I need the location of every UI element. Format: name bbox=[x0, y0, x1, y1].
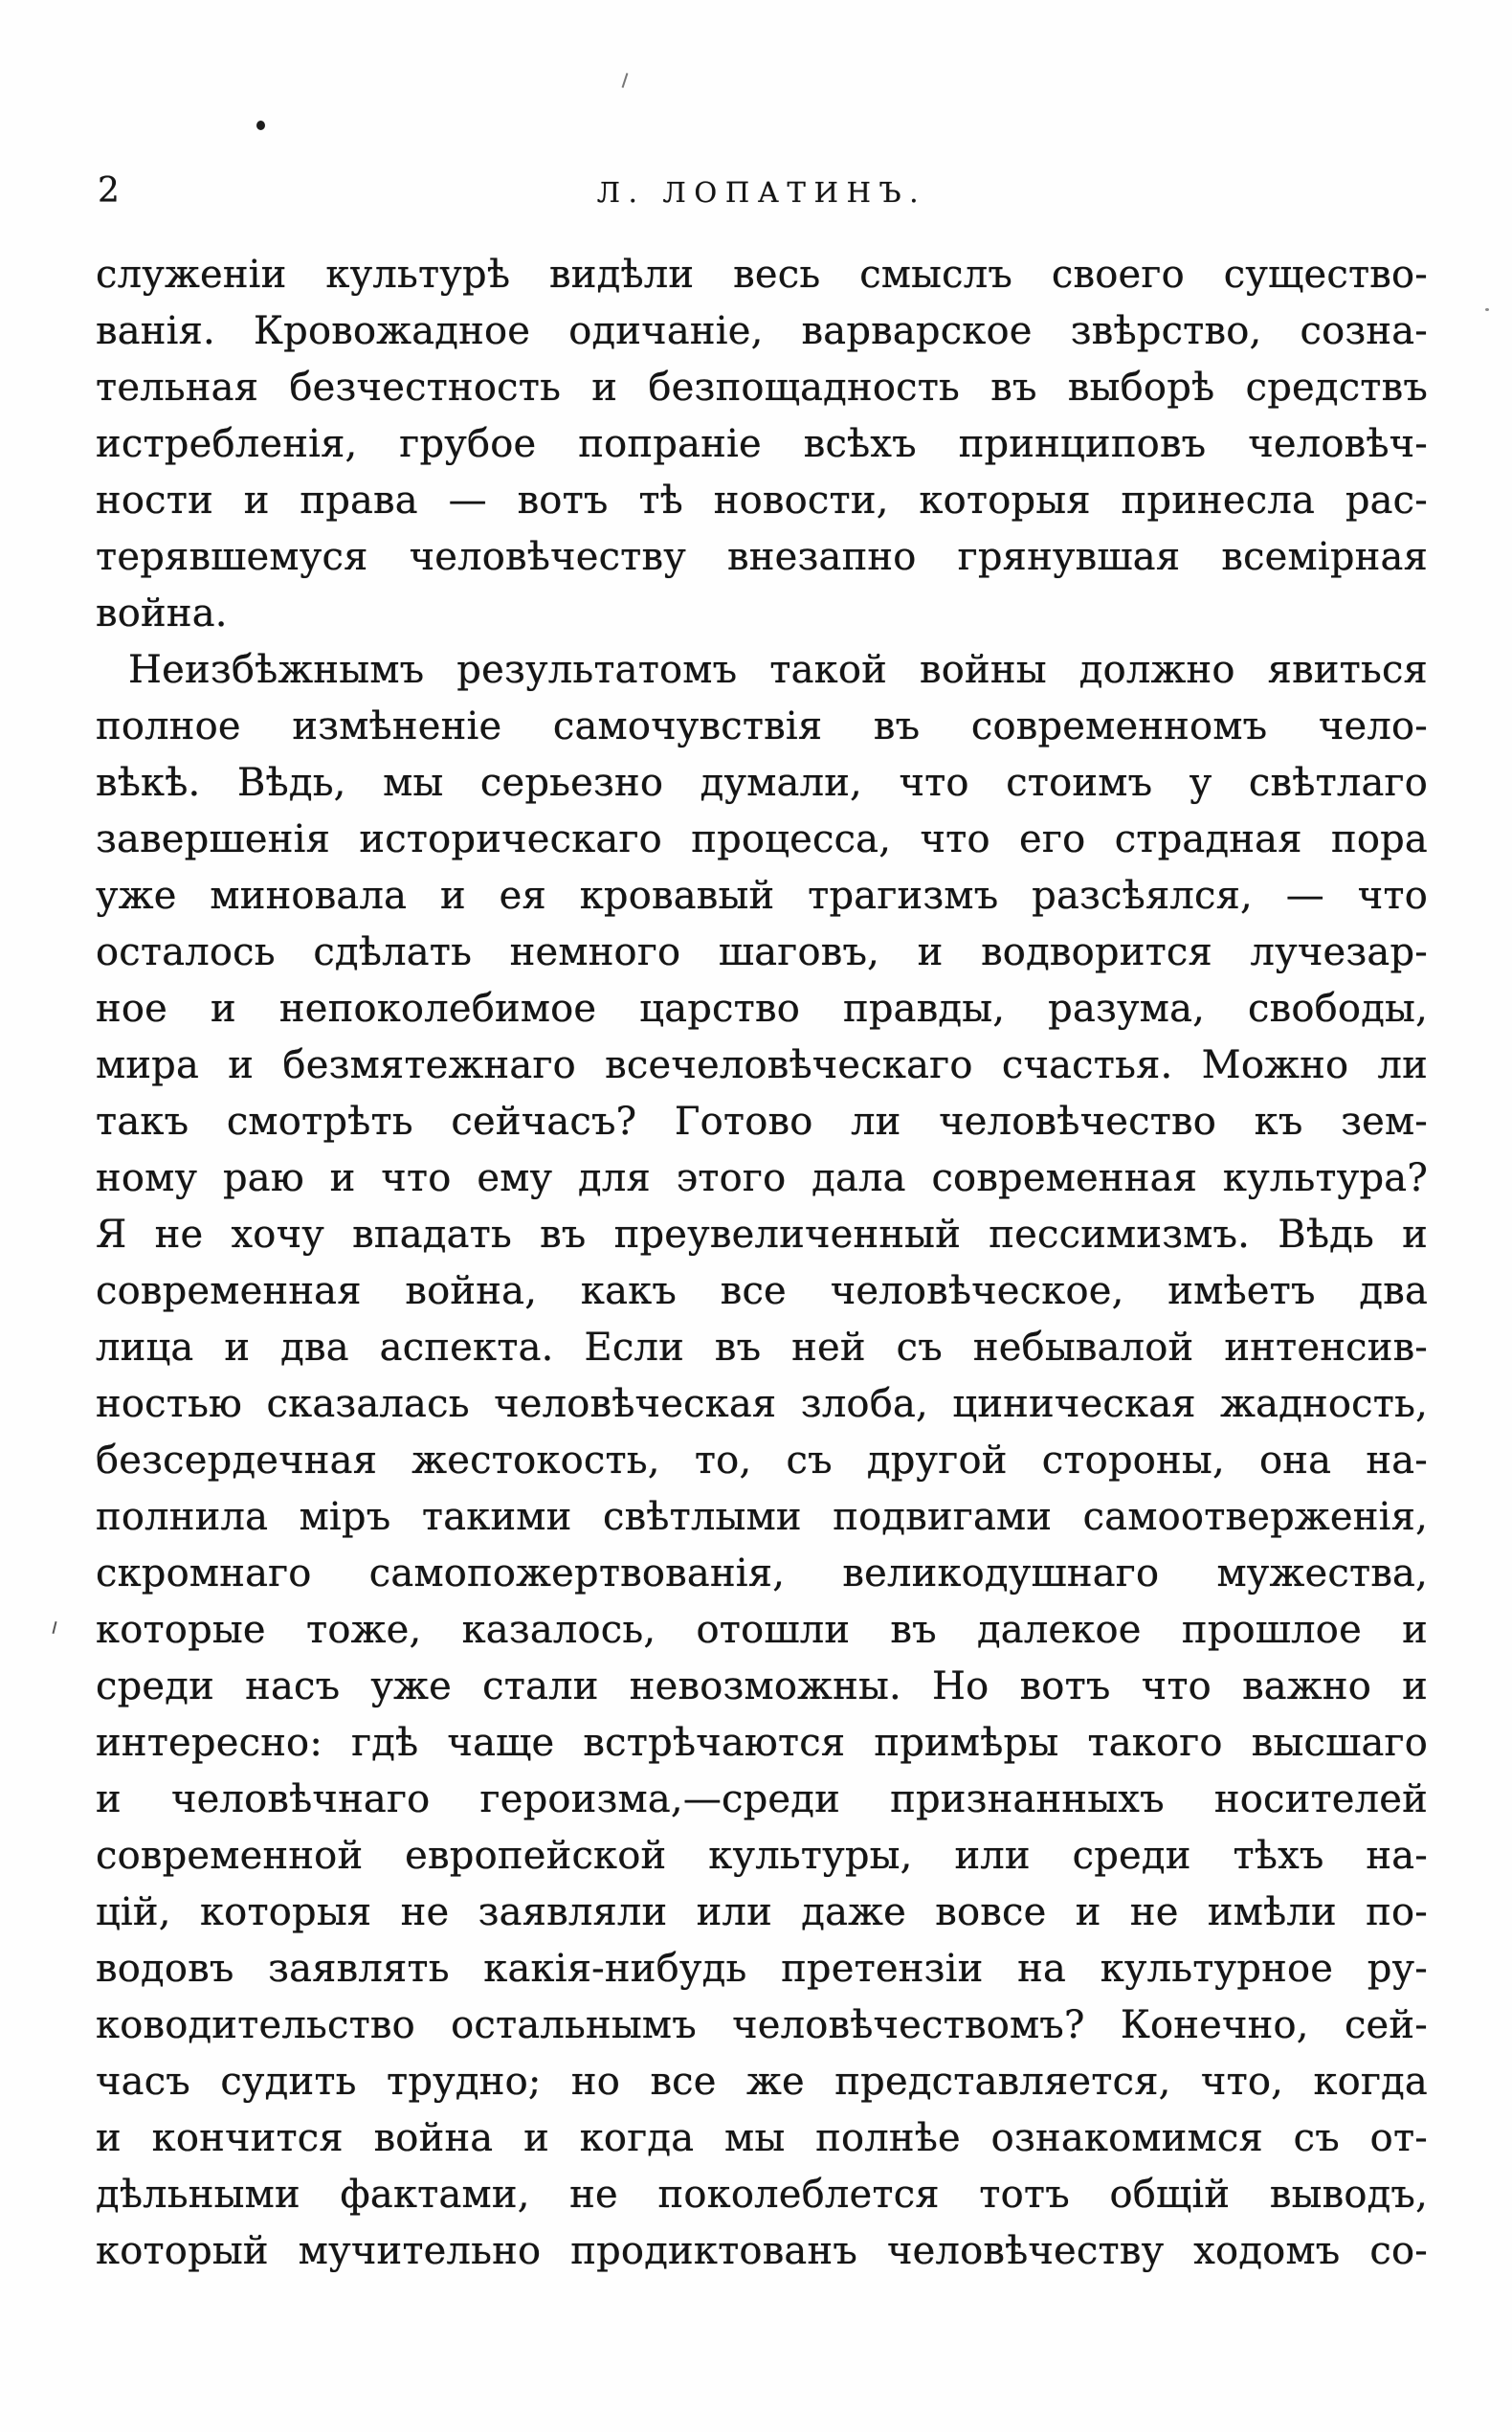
text-line: и кончится война и когда мы полнѣе ознакомимся съ от- bbox=[96, 2116, 1428, 2160]
text-line: лица и два аспекта. Если въ ней съ небывалой интенсив- bbox=[96, 1326, 1428, 1370]
text-line: который мучительно продиктованъ человѣчеству ходомъ со- bbox=[96, 2229, 1428, 2273]
text-line: дѣльными фактами, не поколеблется тотъ общій выводъ, bbox=[96, 2173, 1428, 2217]
text-line: современной европейской культуры, или среди тѣхъ на- bbox=[96, 1834, 1428, 1878]
scan-artifact-dot-small bbox=[1485, 308, 1489, 311]
text-line: ности и права — вотъ тѣ новости, которыя принесла рас- bbox=[96, 479, 1428, 523]
text-line: терявшемуся человѣчеству внезапно грянувшая всемірная bbox=[96, 535, 1428, 579]
text-line: тельная безчестность и безпощадность въ выборѣ средствъ bbox=[96, 366, 1428, 410]
text-line: война. bbox=[96, 591, 228, 636]
text-line: мира и безмятежнаго всечеловѣческаго счастья. Можно ли bbox=[96, 1043, 1428, 1087]
text-line: уже миновала и ея кровавый трагизмъ разсѣялся, — что bbox=[96, 874, 1428, 918]
scan-artifact-dot bbox=[256, 121, 265, 130]
paragraph bbox=[96, 642, 1428, 2280]
text-line: ному раю и что ему для этого дала современная культура? bbox=[96, 1156, 1428, 1200]
text-line: цій, которыя не заявляли или даже вовсе и не имѣли по- bbox=[96, 1890, 1428, 1934]
text-line: вѣкѣ. Вѣдь, мы серьезно думали, что стоимъ у свѣтлаго bbox=[96, 761, 1428, 805]
running-title: Л. ЛОПАТИНЪ. bbox=[596, 176, 927, 209]
text-line: осталось сдѣлать немного шаговъ, и водворится лучезар- bbox=[96, 930, 1428, 974]
text-line: завершенія историческаго процесса, что его страдная пора bbox=[96, 817, 1428, 861]
text-line: безсердечная жестокость, то, съ другой стороны, она на- bbox=[96, 1439, 1428, 1483]
text-line: служеніи культурѣ видѣли весь смыслъ своего существо- bbox=[96, 253, 1428, 297]
body-text bbox=[96, 247, 1428, 2280]
paragraph bbox=[96, 247, 1428, 642]
page-number: 2 bbox=[98, 171, 120, 211]
text-line: ванія. Кровожадное одичаніе, варварское звѣрство, созна- bbox=[96, 309, 1428, 353]
text-line: Я не хочу впадать въ преувеличенный пессимизмъ. Вѣдь и bbox=[96, 1213, 1428, 1257]
text-line: современная война, какъ все человѣческое, имѣетъ два bbox=[96, 1269, 1428, 1313]
text-line: Неизбѣжнымъ результатомъ такой войны должно явиться bbox=[128, 648, 1428, 692]
text-line: истребленія, грубое попраніе всѣхъ принциповъ человѣч- bbox=[96, 422, 1428, 466]
text-line: и человѣчнаго героизма,—среди признанныхъ носителей bbox=[96, 1777, 1428, 1821]
text-line: такъ смотрѣть сейчасъ? Готово ли человѣчество къ зем- bbox=[96, 1100, 1428, 1144]
text-line: водовъ заявлять какія-нибудь претензіи на культурное ру- bbox=[96, 1947, 1428, 1991]
text-line: полное измѣненіе самочувствія въ современномъ чело- bbox=[96, 704, 1428, 748]
text-line: полнила міръ такими свѣтлыми подвигами самоотверженія, bbox=[96, 1495, 1428, 1539]
text-line: среди насъ уже стали невозможны. Но вотъ что важно и bbox=[96, 1664, 1428, 1708]
text-line: ное и непоколебимое царство правды, разума, свободы, bbox=[96, 987, 1428, 1031]
scan-artifact-slash bbox=[622, 73, 629, 88]
scan-artifact-tick bbox=[52, 1621, 56, 1634]
text-line: которые тоже, казалось, отошли въ далекое прошлое и bbox=[96, 1608, 1428, 1652]
text-line: ностью сказалась человѣческая злоба, циническая жадность, bbox=[96, 1382, 1428, 1426]
text-line: интересно: гдѣ чаще встрѣчаются примѣры такого высшаго bbox=[96, 1721, 1428, 1765]
text-line: скромнаго самопожертвованія, великодушнаго мужества, bbox=[96, 1551, 1428, 1595]
text-line: часъ судить трудно; но все же представляется, что, когда bbox=[96, 2060, 1428, 2104]
page-header bbox=[96, 170, 1428, 212]
text-line: ководительство остальнымъ человѣчествомъ? Конечно, сей- bbox=[96, 2003, 1428, 2047]
